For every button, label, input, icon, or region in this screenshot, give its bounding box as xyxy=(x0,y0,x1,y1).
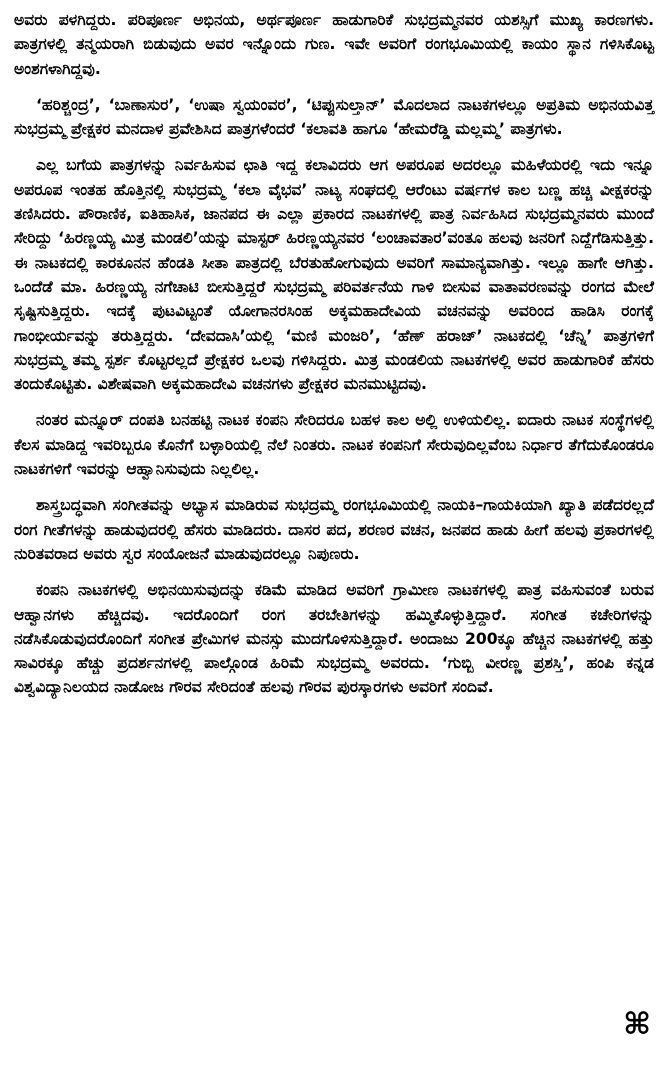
paragraph-6: ಕಂಪನಿ ನಾಟಕಗಳಲ್ಲಿ ಅಭಿನಯಿಸುವುದನ್ನು ಕಡಿಮೆ ಮಾಡಿದ ಅವರಿಗೆ ಗ್ರಾಮೀಣ ನಾಟಕಗಳಲ್ಲಿ ಪಾತ್ರ ವಹಿಸುವಂತೆ ಬರುವ ಆಹ್ವಾನಗಳು ಹೆಚ್ಚಿದವು. ಇದರೊಂದಿಗೆ ರಂಗ ತರಬೇತಿಗಳನ್ನು ಹಮ್ಮಿಕೊಳ್ಳುತ್ತಿದ್ದಾರೆ. ಸಂಗೀತ ಕಚೇರಿಗಳನ್ನು ನಡೆಸಿಕೊಡುವುದರೊಂದಿಗೆ ಸಂಗೀತ ಪ್ರೇಮಿಗಳ ಮನಸ್ಸು ಮುದಗೊಳಿಸುತ್ತಿದ್ದಾರೆ. ಅಂದಾಜು 200ಕ್ಕೂ ಹೆಚ್ಚಿನ ನಾಟಕಗಳಲ್ಲಿ ಹತ್ತು ಸಾವಿರಕ್ಕೂ ಹೆಚ್ಚು ಪ್ರದರ್ಶನಗಳಲ್ಲಿ ಪಾಲ್ಗೊಂಡ ಹಿರಿಮೆ ಸುಭದ್ರಮ್ಮ ಅವರದು. ‘ಗುಬ್ಬಿ ವೀರಣ್ಣ ಪ್ರಶಸ್ತಿ’, ಹಂಪಿ ಕನ್ನಡ ವಿಶ್ವವಿದ್ಯಾನಿಲಯದ ನಾಡೋಜ ಗೌರವ ಸೇರಿದಂತೆ ಹಲವು ಗೌರವ ಪುರಸ್ಕಾರಗಳು ಅವರಿಗೆ ಸಂದಿವೆ. xyxy=(14,581,654,697)
paragraph-3: ಎಲ್ಲ ಬಗೆಯ ಪಾತ್ರಗಳನ್ನು ನಿರ್ವಹಿಸುವ ಛಾತಿ ಇದ್ದ ಕಲಾವಿದರು ಆಗ ಅಪರೂಪ ಅದರಲ್ಲೂ ಮಹಿಳೆಯರಲ್ಲಿ ಇದು ಇನ್ನೂ ಅಪರೂಪ ಇಂತಹ ಹೊತ್ತಿನಲ್ಲಿ ಸುಭದ್ರಮ್ಮ ‘ಕಲಾ ವೈಭವ’ ನಾಟ್ಯ ಸಂಘದಲ್ಲಿ ಆರೆಂಟು ವರ್ಷಗಳ ಕಾಲ ಬಣ್ಣ ಹಚ್ಚಿ ವೀಕ್ಷಕರನ್ನು ತಣಿಸಿದರು. ಪೌರಾಣಿಕ, ಐತಿಹಾಸಿಕ, ಜಾನಪದ ಈ ಎಲ್ಲಾ ಪ್ರಕಾರದ ನಾಟಕಗಳಲ್ಲಿ ಪಾತ್ರ ನಿರ್ವಹಿಸಿದ ಸುಭದ್ರಮ್ಮನವರು ಮುಂದೆ ಸೇರಿದ್ದು ‘ಹಿರಣ್ಣಯ್ಯ ಮಿತ್ರ ಮಂಡಲಿ’ಯನ್ನು ಮಾಸ್ಟರ್ ಹಿರಣ್ಣಯ್ಯನವರ ‘ಲಂಚಾವತಾರ’ವಂತೂ ಹಲವು ಜನರಿಗೆ ನಿದ್ದೆಗೆಡಿಸುತ್ತಿತ್ತು. ಈ ನಾಟಕದಲ್ಲಿ ಕಾರಕೂನನ ಹೆಂಡತಿ ಸೀತಾ ಪಾತ್ರದಲ್ಲಿ ಬೆರತುಹೋಗುವುದು ಅವರಿಗೆ ಸಾಮಾನ್ಯವಾಗಿತ್ತು. ಇಲ್ಲೂ ಹಾಗೇ ಆಗಿತ್ತು. ಒಂದೆಡೆ ಮಾ. ಹಿರಣ್ಣಯ್ಯ ನಗೆಚಾಟಿ ಬೀಸುತ್ತಿದ್ದರೆ ಸುಭದ್ರಮ್ಮ ಪರಿವರ್ತನೆಯ ಗಾಳಿ ಬೀಸುವ ವಾತಾವರಣವನ್ನು ರಂಗದ ಮೇಲೆ ಸೃಷ್ಟಿಸುತ್ತಿದ್ದರು. ಇದಕ್ಕೆ ಪುಟವಿಟ್ಟಂತೆ ಯೋಗಾನರಸಿಂಹ ಅಕ್ಕಮಹಾದೇವಿಯ ವಚನವನ್ನು ಅವರಿಂದ ಹಾಡಿಸಿ ರಂಗಕ್ಕೆ ಗಾಂಭೀರ್ಯವನ್ನು ತರುತ್ತಿದ್ದರು. ‘ದೇವದಾಸಿ’ಯಲ್ಲಿ ‘ಮಣಿ ಮಂಜರಿ’, ‘ಹೆಣ್ ಹರಾಜ್’ ನಾಟಕದಲ್ಲಿ ‘ಚೆನ್ನಿ’ ಪಾತ್ರಗಳಿಗೆ ಸುಭದ್ರಮ್ಮ ತಮ್ಮ ಸ್ಪರ್ಶ ಕೊಟ್ಟರಲ್ಲದೆ ಪ್ರೇಕ್ಷಕರ ಒಲವು ಗಳಿಸಿದ್ದರು. ಮಿತ್ರ ಮಂಡಲಿಯ ನಾಟಕಗಳಲ್ಲಿ ಅವರ ಹಾಡುಗಾರಿಕೆ ಹೆಸರು ತಂದುಕೊಟ್ಟಿತು. ವಿಶೇಷವಾಗಿ ಅಕ್ಕಮಹಾದೇವಿ ವಚನಗಳು ಪ್ರೇಕ್ಷಕರ ಮನಮುಟ್ಟಿದವು. xyxy=(14,156,654,394)
paragraph-2: ‘ಹರಿಶ್ಚಂದ್ರ’, ‘ಬಾಣಾಸುರ’, ‘ಉಷಾ ಸ್ವಯಂವರ’, ‘ಟಿಪ್ಪುಸುಲ್ತಾನ್’ ಮೊದಲಾದ ನಾಟಕಗಳಲ್ಲೂ ಅಪ್ರತಿಮ ಅಭಿನಯವಿತ್ತ ಸುಭದ್ರಮ್ಮ ಪ್ರೇಕ್ಷಕರ ಮನದಾಳ ಪ್ರವೇಶಿಸಿದ ಪಾತ್ರಗಳೆಂದರೆ ‘ಕಲಾವತಿ ಹಾಗೂ ‘ಹೇಮರೆಡ್ಡಿ ಮಲ್ಲಮ್ಮ’ ಪಾತ್ರಗಳು. xyxy=(14,95,654,139)
paragraph-5: ಶಾಸ್ತ್ರಬದ್ಧವಾಗಿ ಸಂಗೀತವನ್ನು ಅಭ್ಯಾಸ ಮಾಡಿರುವ ಸುಭದ್ರಮ್ಮ ರಂಗಭೂಮಿಯಲ್ಲಿ ನಾಯಕಿ–ಗಾಯಕಿಯಾಗಿ ಖ್ಯಾತಿ ಪಡೆದರಲ್ಲದೆ ರಂಗ ಗೀತೆಗಳನ್ನು ಹಾಡುವುದರಲ್ಲಿ ಹೆಸರು ಮಾಡಿದರು. ದಾಸರ ಪದ, ಶರಣರ ವಚನ, ಜನಪದ ಹಾಡು ಹೀಗೆ ಹಲವು ಪ್ರಕಾರಗಳಲ್ಲಿ ನುರಿತವರಾದ ಅವರು ಸ್ವರ ಸಂಯೋಜನೆ ಮಾಡುವುದರಲ್ಲೂ ನಿಪುಣರು. xyxy=(14,496,654,563)
paragraph-1: ಅವರು ಪಳಗಿದ್ದರು. ಪರಿಪೂರ್ಣ ಅಭಿನಯ, ಅರ್ಥಪೂರ್ಣ ಹಾಡುಗಾರಿಕೆ ಸುಭದ್ರಮ್ಮನವರ ಯಶಸ್ಸಿಗೆ ಮುಖ್ಯ ಕಾರಣಗಳು. ಪಾತ್ರಗಳಲ್ಲಿ ತನ್ಮಯರಾಗಿ ಬಿಡುವುದು ಅವರ ಇನ್ನೊಂದು ಗುಣ. ಇವೇ ಅವರಿಗೆ ರಂಗಭೂಮಿಯಲ್ಲಿ ಕಾಯಂ ಸ್ಥಾನ ಗಳಿಸಿಕೊಟ್ಟ ಅಂಶಗಳಾಗಿದ್ದವು. xyxy=(14,11,654,78)
end-mark-icon: ⌘ xyxy=(623,1007,651,1042)
document-body xyxy=(14,8,654,712)
paragraph-4: ನಂತರ ಮನ್ನೂರ್ ದಂಪತಿ ಬನಹಟ್ಟಿ ನಾಟಕ ಕಂಪನಿ ಸೇರಿದರೂ ಬಹಳ ಕಾಲ ಅಲ್ಲಿ ಉಳಿಯಲಿಲ್ಲ. ಐದಾರು ನಾಟಕ ಸಂಸ್ಥೆಗಳಲ್ಲಿ ಕೆಲಸ ಮಾಡಿದ್ದ ಇವರಿಬ್ಬರೂ ಕೊನೆಗೆ ಬಳ್ಳಾರಿಯಲ್ಲಿ ನೆಲೆ ನಿಂತರು. ನಾಟಕ ಕಂಪನಿಗೆ ಸೇರುವುದಿಲ್ಲವೆಂಬ ನಿರ್ಧಾರ ತೆಗೆದುಕೊಂಡರೂ ನಾಟಕಗಳಿಗೆ ಇವರನ್ನು ಆಹ್ವಾನಿಸುವುದು ನಿಲ್ಲಲಿಲ್ಲ. xyxy=(14,411,654,479)
